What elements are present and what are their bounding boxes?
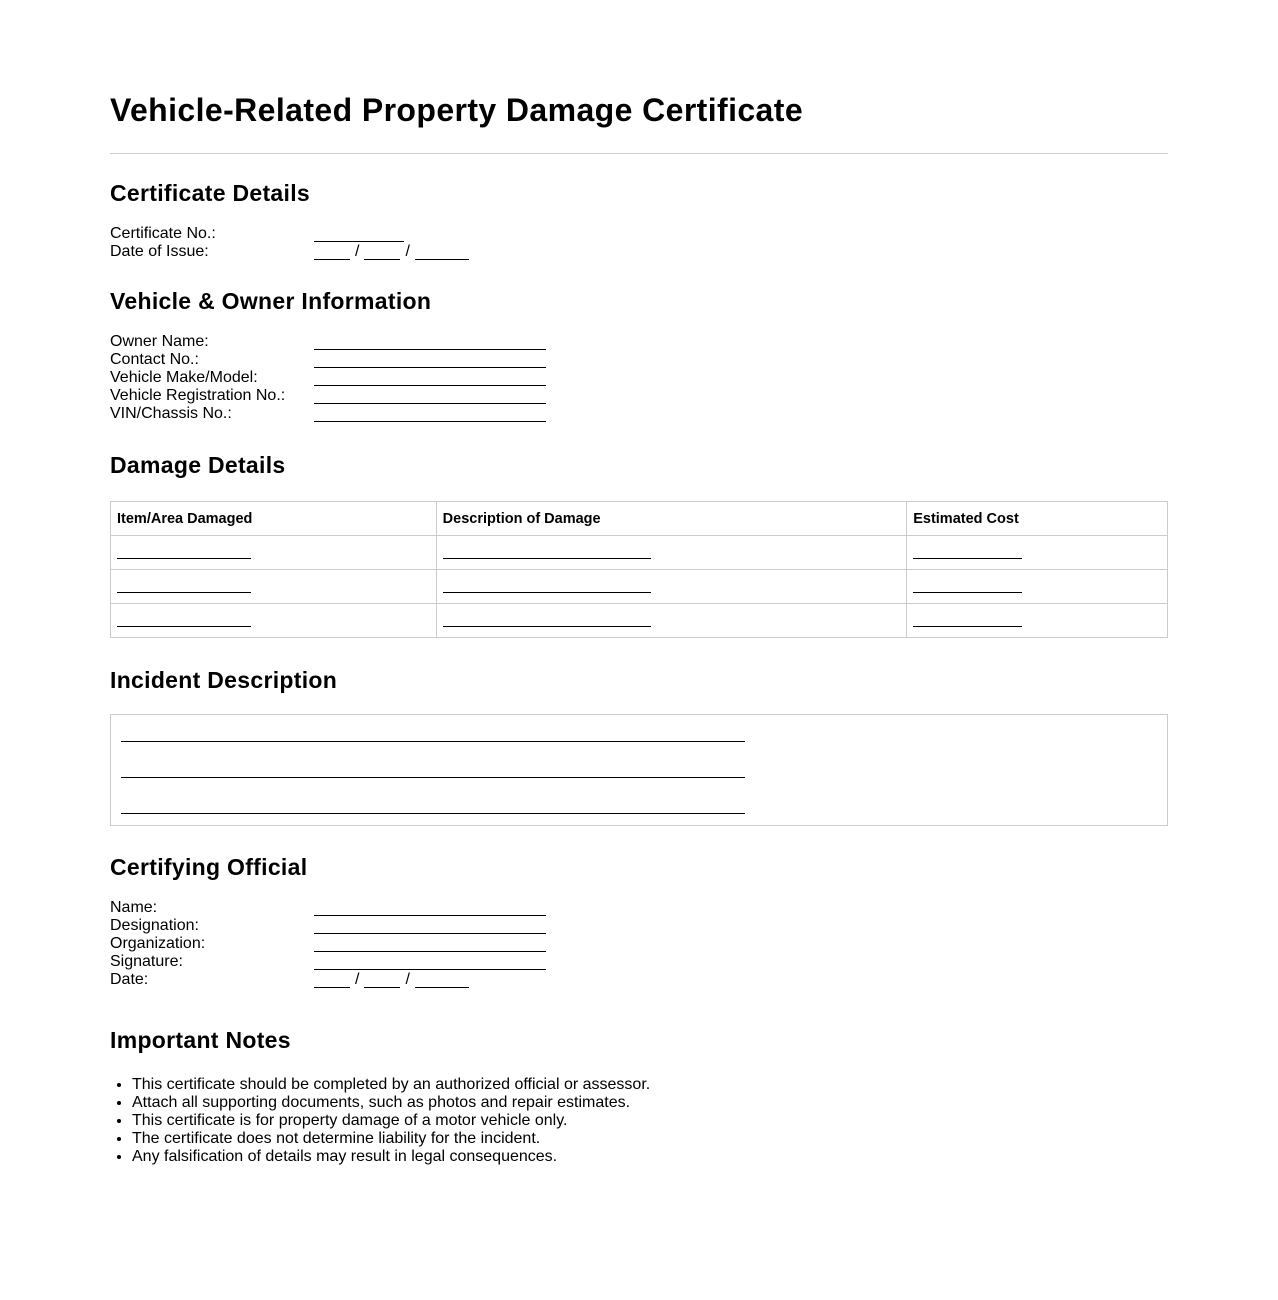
designation-label: Designation:	[110, 917, 199, 934]
vehicle-make-model-label: Vehicle Make/Model:	[110, 369, 258, 386]
owner-name-row	[110, 333, 1168, 351]
registration-no-label: Vehicle Registration No.:	[110, 387, 286, 404]
item-cell	[111, 570, 437, 604]
cost-cell	[907, 570, 1168, 604]
signature-label: Signature:	[110, 953, 183, 970]
official-month-blank[interactable]	[364, 971, 400, 988]
notes-list	[110, 1076, 1168, 1166]
incident-description-box[interactable]	[110, 714, 1168, 826]
designation-row	[110, 917, 1168, 935]
damage-table	[110, 501, 1168, 638]
owner-name-label: Owner Name:	[110, 333, 209, 350]
cost-blank[interactable]	[913, 592, 1022, 593]
registration-no-blank[interactable]	[314, 387, 546, 404]
certificate-no-row	[110, 225, 1168, 243]
vin-chassis-row	[110, 405, 1168, 423]
list-item: • This certificate is for property damage of a motor vehicle only.	[132, 1112, 1168, 1130]
table-row	[111, 604, 1168, 638]
organization-label: Organization:	[110, 935, 206, 952]
incident-line[interactable]	[121, 813, 745, 814]
certificate-no-label: Certificate No.:	[110, 225, 216, 242]
section-heading-important-notes: Important Notes	[110, 1027, 291, 1053]
official-day-blank[interactable]	[314, 971, 350, 988]
table-row	[111, 536, 1168, 570]
item-blank[interactable]	[117, 558, 251, 559]
registration-no-row	[110, 387, 1168, 405]
description-blank[interactable]	[443, 626, 651, 627]
official-date-label: Date:	[110, 971, 149, 988]
certificate-no-blank[interactable]	[314, 225, 404, 242]
official-name-row	[110, 899, 1168, 917]
date-of-issue-label: Date of Issue:	[110, 243, 209, 260]
document-title: Vehicle-Related Property Damage Certificate	[110, 92, 804, 128]
contact-no-row	[110, 351, 1168, 369]
signature-row	[110, 953, 1168, 971]
cost-cell	[907, 604, 1168, 638]
description-cell	[436, 570, 907, 604]
item-cell	[111, 536, 437, 570]
title-divider	[110, 153, 1168, 154]
description-blank[interactable]	[443, 592, 651, 593]
date-of-issue-row	[110, 243, 1168, 261]
official-year-blank[interactable]	[415, 971, 469, 988]
vin-chassis-label: VIN/Chassis No.:	[110, 405, 232, 422]
description-blank[interactable]	[443, 558, 651, 559]
item-blank[interactable]	[117, 626, 251, 627]
organization-blank[interactable]	[314, 935, 546, 952]
section-heading-vehicle-owner: Vehicle & Owner Information	[110, 288, 432, 314]
column-header-item: Item/Area Damaged	[111, 502, 437, 536]
incident-line[interactable]	[121, 777, 745, 778]
description-cell	[436, 604, 907, 638]
official-name-blank[interactable]	[314, 899, 546, 916]
cost-blank[interactable]	[913, 558, 1022, 559]
column-header-cost: Estimated Cost	[907, 502, 1168, 536]
date-separator: /	[405, 243, 410, 260]
issue-day-blank[interactable]	[314, 243, 350, 260]
organization-row	[110, 935, 1168, 953]
section-heading-certifying-official: Certifying Official	[110, 854, 308, 880]
vehicle-make-model-row	[110, 369, 1168, 387]
issue-month-blank[interactable]	[364, 243, 400, 260]
official-fields	[110, 899, 1168, 989]
date-separator: /	[355, 243, 360, 260]
section-heading-damage-details: Damage Details	[110, 452, 286, 478]
column-header-description: Description of Damage	[436, 502, 907, 536]
list-item: • This certificate should be completed by an authorized official or assessor.	[132, 1076, 1168, 1094]
contact-no-blank[interactable]	[314, 351, 546, 368]
section-heading-certificate-details: Certificate Details	[110, 180, 310, 206]
date-separator: /	[355, 971, 360, 988]
designation-blank[interactable]	[314, 917, 546, 934]
contact-no-label: Contact No.:	[110, 351, 199, 368]
damage-table-header	[111, 502, 1168, 536]
item-blank[interactable]	[117, 592, 251, 593]
certificate-details-fields	[110, 225, 1168, 261]
signature-blank[interactable]	[314, 953, 546, 970]
vin-chassis-blank[interactable]	[314, 405, 546, 422]
table-row	[111, 570, 1168, 604]
vehicle-owner-fields	[110, 333, 1168, 423]
cost-blank[interactable]	[913, 626, 1022, 627]
vehicle-make-model-blank[interactable]	[314, 369, 546, 386]
section-heading-incident-description: Incident Description	[110, 667, 338, 693]
list-item: • The certificate does not determine liability for the incident.	[132, 1130, 1168, 1148]
official-name-label: Name:	[110, 899, 158, 916]
official-date-row	[110, 971, 1168, 989]
incident-line[interactable]	[121, 741, 745, 742]
list-item: • Any falsification of details may result in legal consequences.	[132, 1148, 1168, 1166]
item-cell	[111, 604, 437, 638]
cost-cell	[907, 536, 1168, 570]
list-item: • Attach all supporting documents, such as photos and repair estimates.	[132, 1094, 1168, 1112]
issue-year-blank[interactable]	[415, 243, 469, 260]
description-cell	[436, 536, 907, 570]
date-separator: /	[405, 971, 410, 988]
owner-name-blank[interactable]	[314, 333, 546, 350]
